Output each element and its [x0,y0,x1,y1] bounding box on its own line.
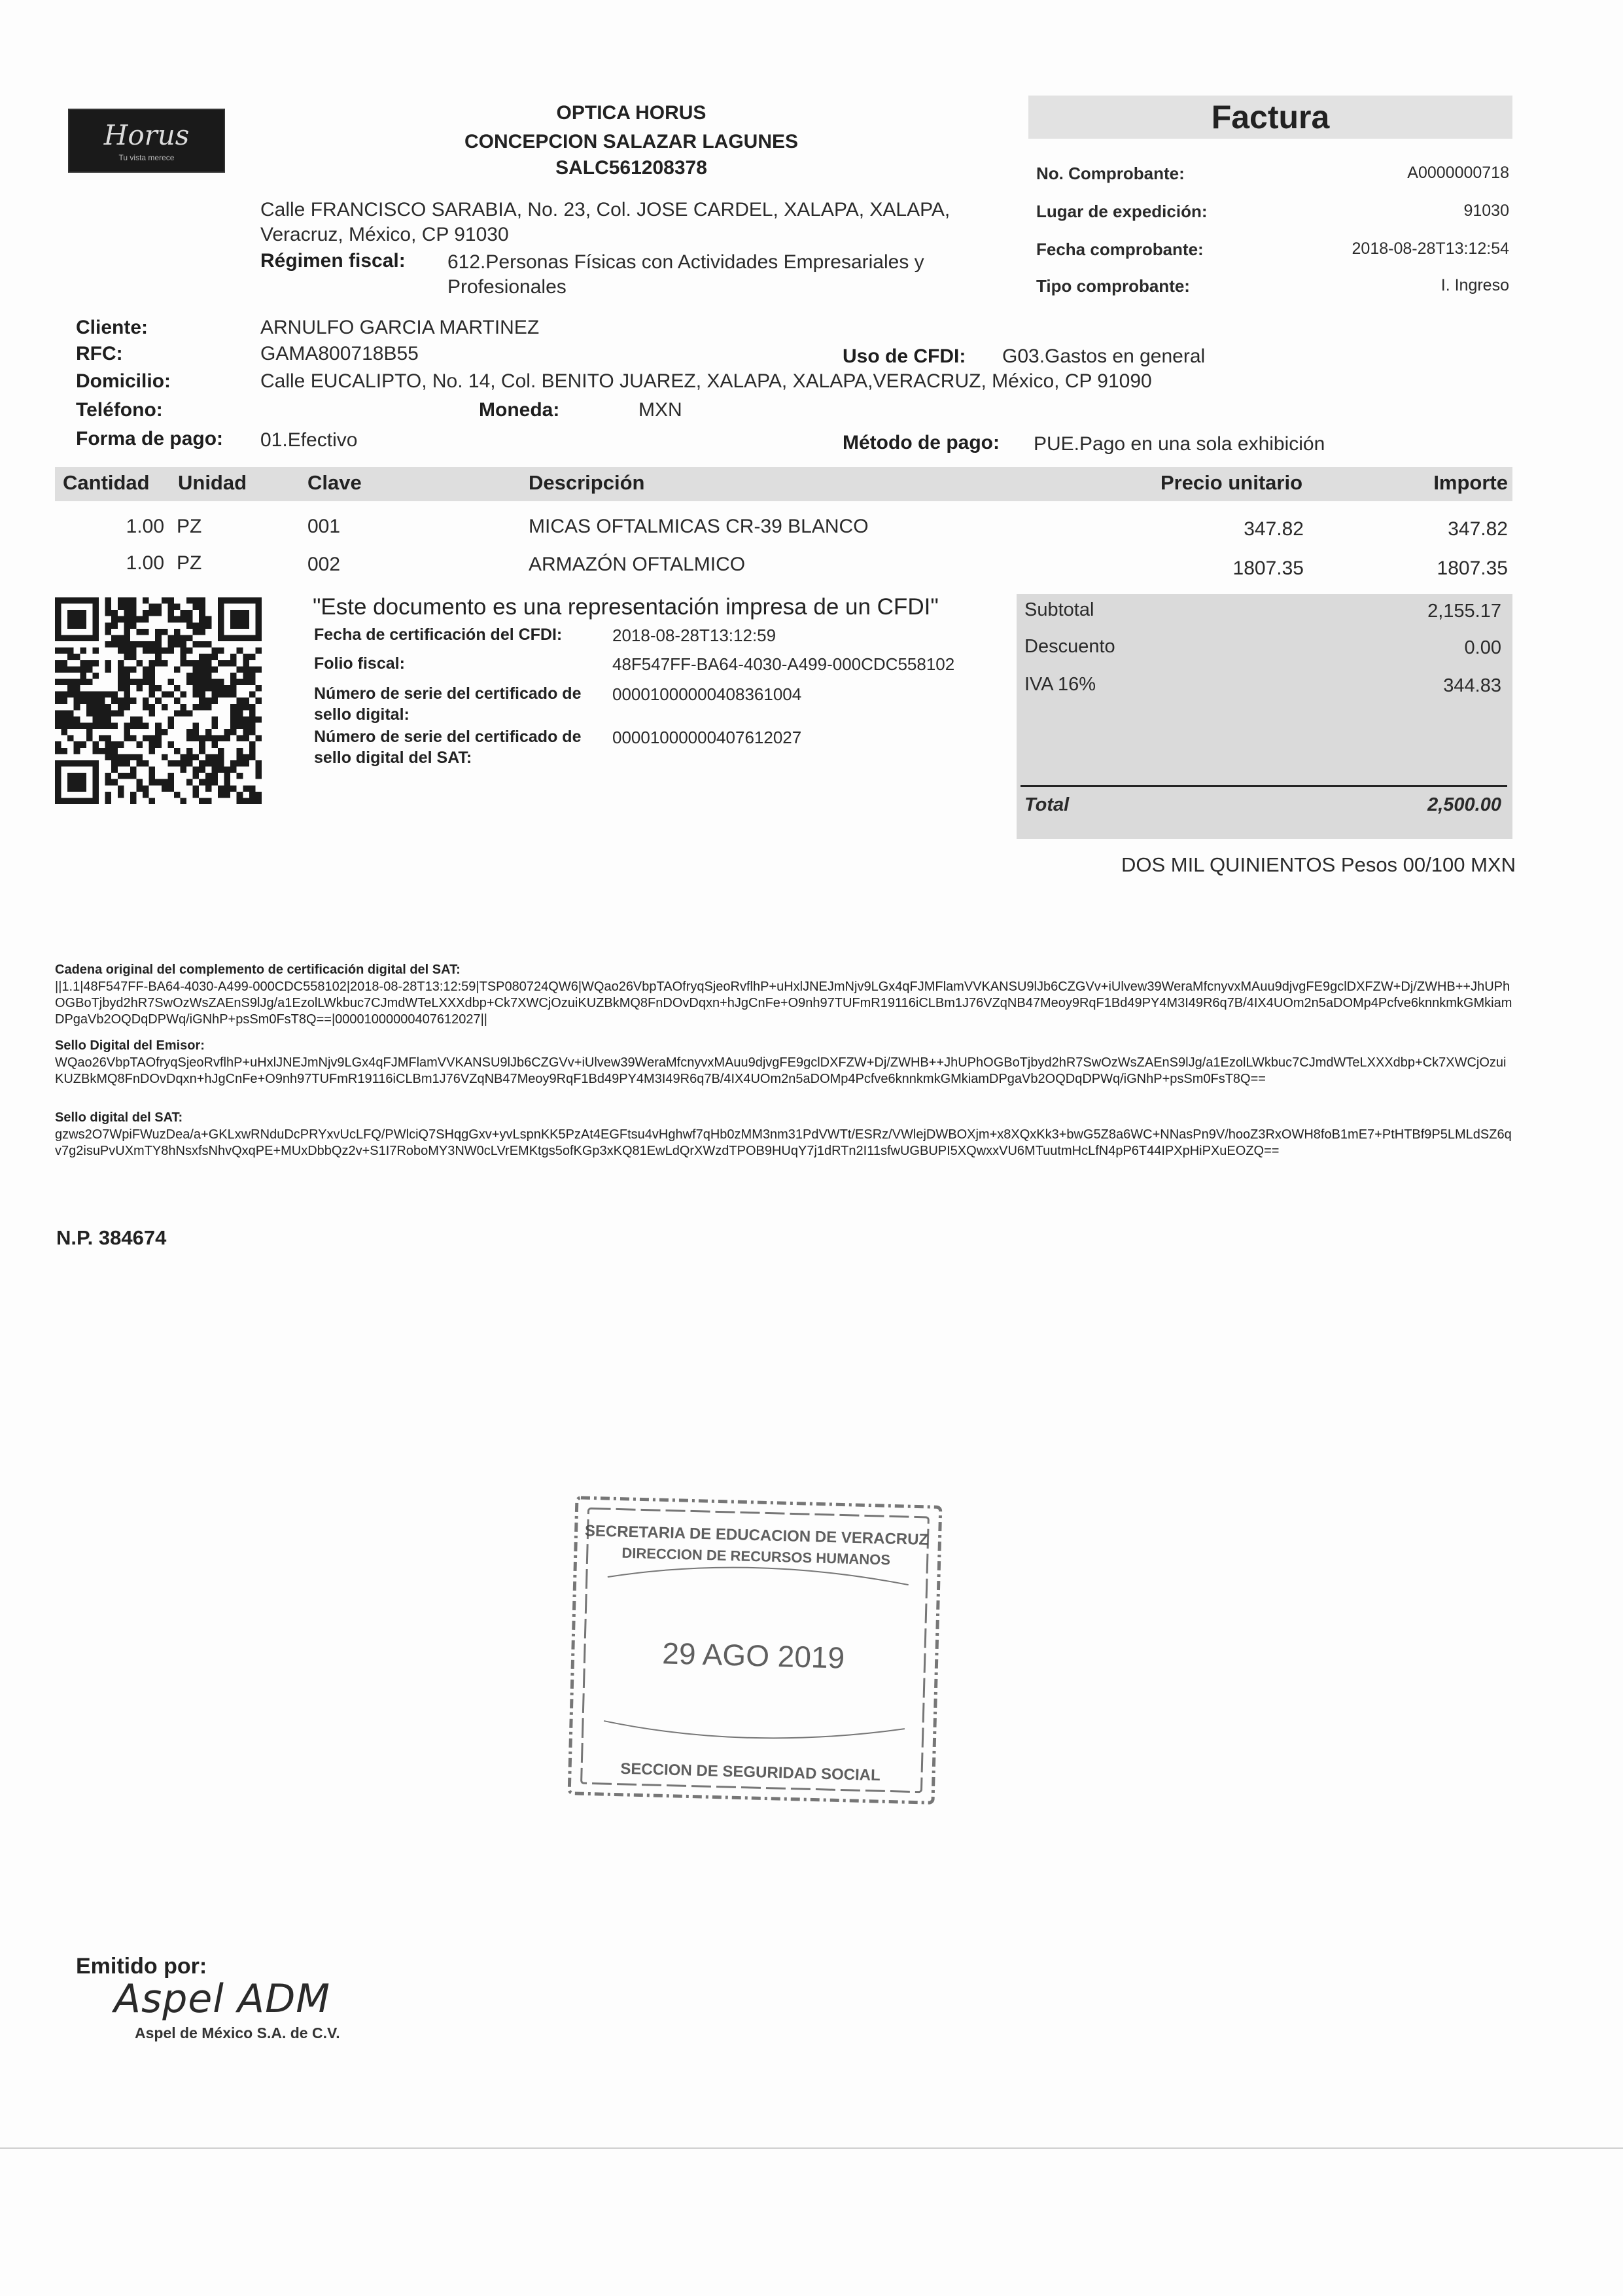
invoice-field-label: No. Comprobante: [1036,164,1185,183]
row2-descripcion: ARMAZÓN OFTALMICO [529,554,746,575]
fecha-cert-value: 2018-08-28T13:12:59 [612,626,777,645]
company-owner: CONCEPCION SALAZAR LAGUNES [464,131,798,152]
row2-unidad: PZ [177,552,202,574]
moneda-label: Moneda: [479,399,560,421]
row2-precio: 1807.35 [1232,557,1304,579]
col-unidad: Unidad [178,471,247,494]
row1-descripcion: MICAS OFTALMICAS CR-39 BLANCO [529,516,869,537]
iva-label: IVA 16% [1024,674,1096,695]
stamp-line2: DIRECCION DE RECURSOS HUMANOS [621,1544,891,1568]
row2-clave: 002 [307,554,341,575]
cliente-label: Cliente: [76,317,148,338]
cfdi-statement: "Este documento es una representación impresa de un CFDI" [313,594,939,620]
folio-fiscal-label: Folio fiscal: [314,654,405,673]
company-logo [68,109,225,173]
invoice-field-label: Tipo comprobante: [1036,276,1190,296]
rfc-value: GAMA800718B55 [260,343,419,364]
domicilio-label: Domicilio: [76,370,171,392]
col-importe: Importe [1433,471,1508,494]
company-address-line1: Calle FRANCISCO SARABIA, No. 23, Col. JOSE CARDEL, XALAPA, XALAPA, [260,199,951,221]
total-value: 2,500.00 [1427,794,1501,815]
logo-text: Horus [103,119,190,151]
uso-cfdi-value: G03.Gastos en general [1002,345,1206,367]
row2-importe: 1807.35 [1437,557,1508,579]
sello-emisor-value: WQao26VbpTAOfryqSjeoRvflhP+uHxlJNEJmNjv9LGx4qFJMFlamVVKANSU9lJb6CZGVv+iUlvew39WeraMfcnyvxMAuu9djvgFE9gclDXFZW+Dj/ZWHB++JhUPhOGBoTjbyd2hR7SwOzWsZAEnS9lJg/a1EzolLWkbuc7CJmdWTeLXXXdbp+Ck7XWCjOzuiKUZBkMQ8FnDOvDqxn+hJgCnFe+O9nh97TUFmR19116iCLBm1J76VZqNB47Meoy9RqF1Bd49PY4M3I49R6q7B/4IX4UOm2n5aDOMp4Pcfve6knnkmkGMkiamDPgaVb2OQDqDPWq/iGNhP+psSm0FsT8Q== [55,1055,1507,1086]
aspel-logo: Aspel ADM [114,1976,331,2022]
invoice-title: Factura [1211,99,1330,135]
descuento-value: 0.00 [1464,637,1501,658]
qr-code [55,597,262,805]
telefono-label: Teléfono: [76,399,163,421]
uso-cfdi-label: Uso de CFDI: [843,345,966,367]
iva-value: 344.83 [1443,675,1501,696]
invoice-field-label: Fecha comprobante: [1036,239,1204,259]
emitido-por-label: Emitido por: [76,1954,207,1979]
totals-divider [1021,785,1507,787]
logo-tagline: Tu vista merece [118,153,175,162]
rfc-label: RFC: [76,343,123,364]
col-descripcion: Descripción [529,471,645,494]
amount-in-words: DOS MIL QUINIENTOS Pesos 00/100 MXN [1121,853,1516,876]
subtotal-label: Subtotal [1024,599,1094,620]
footer-divider [0,2147,1623,2149]
row1-cantidad: 1.00 [126,516,164,537]
regimen-value-line1: 612.Personas Físicas con Actividades Empresariales y [447,251,924,273]
invoice-number: A0000000718 [1407,164,1509,182]
row1-clave: 001 [307,516,341,537]
serie-cert-label: Número de serie del certificado de sello digital: [314,684,582,724]
invoice-type: I. Ingreso [1440,276,1509,294]
row1-unidad: PZ [177,516,202,537]
invoice-date: 2018-08-28T13:12:54 [1352,239,1509,258]
regimen-value-line2: Profesionales [447,276,567,298]
company-name: OPTICA HORUS [556,102,707,124]
regimen-label: Régimen fiscal: [260,250,406,272]
subtotal-value: 2,155.17 [1427,601,1501,622]
invoice-place: 91030 [1463,202,1509,220]
row1-precio: 347.82 [1244,518,1304,540]
folio-fiscal-value: 48F547FF-BA64-4030-A499-000CDC558102 [612,654,955,674]
metodo-pago-value: PUE.Pago en una sola exhibición [1034,433,1325,455]
row2-cantidad: 1.00 [126,552,164,574]
sello-sat-label: Sello digital del SAT: [55,1110,183,1125]
col-precio-unitario: Precio unitario [1160,471,1302,494]
cadena-original-label: Cadena original del complemento de certificación digital del SAT: [55,963,461,977]
company-address-line2: Veracruz, México, CP 91030 [260,224,509,245]
metodo-pago-label: Método de pago: [843,432,1000,453]
descuento-label: Descuento [1024,636,1115,657]
cadena-original-value: ||1.1|48F547FF-BA64-4030-A499-000CDC558102|2018-08-28T13:12:59|TSP080724QW6|WQao26VbpTAOfryqSjeoRvflhP+uHxlJNEJmNjv9LGx4qFJMFlamVVKANSU9lJb6CZGVv+iUlvew39WeraMfcnyvxMAuu9djvgFE9gclDXFZW+Dj/ZWHB++JhUPhOGBoTjbyd2hR7SwOzWsZAEnS9lJg/a1EzolLWkbuc7CJmdWTeLXXXdbp+Ck7XWCjOzuiKUZBkMQ8FnDOvDqxn+hJgCnFe+O9nh97TUFmR19116iCLBm1J76VZqNB47Meoy9RqF1Bd49PY4M3I49R6q7B/4IX4UOm2n5aDOMp4Pcfve6knnkmkGMkiamDPgaVb2OQDqDPWq/iGNhP+psSm0FsT8Q==|00001000000407612027|| [55,980,1512,1027]
sello-sat-value: gzws2O7WpiFWuzDea/a+GKLxwRNduDcPRYxvUcLFQ/PWlciQ7SHqgGxv+yvLspnKK5PzAt4EGFtsu4vHghwf7qHb0zMM3nm31PdVWTt/ESRz/VWlejDWBOXjm+x8XQxKk3+bwG5Z8a6WC+NNasPn9V/hooZ3RxOWH8foB1mE7+PtHTBf9P5LMLdSZ6qv7g2isuPvUXmTY8hNsxfsNhvQxqPE+MUxDbbQz2v+S1I7RoboMY3NW0cLVrEMKtgs5ofKGp3xKQ81EwLdQrXWzdTPOB9HUqY7j1dRTn2I11sfwUGBUPI5XQwxxVU6MTuutmHcLfN4pP6T44IPXpHiPXuEOZQ== [55,1127,1512,1158]
stamp-line3: SECCION DE SEGURIDAD SOCIAL [620,1759,881,1785]
total-label: Total [1024,794,1070,815]
forma-pago-label: Forma de pago: [76,428,224,450]
stamp-line1: SECRETARIA DE EDUCACION DE VERACRUZ [584,1522,929,1549]
received-stamp [553,1489,954,1810]
forma-pago-value: 01.Efectivo [260,429,358,451]
row1-importe: 347.82 [1448,518,1508,540]
invoice-field-label: Lugar de expedición: [1036,202,1208,221]
fecha-cert-label: Fecha de certificación del CFDI: [314,626,563,644]
sello-emisor-label: Sello Digital del Emisor: [55,1038,205,1053]
aspel-company: Aspel de México S.A. de C.V. [135,2024,340,2041]
cliente-value: ARNULFO GARCIA MARTINEZ [260,317,540,338]
moneda-value: MXN [638,399,682,421]
col-clave: Clave [307,471,362,494]
company-rfc: SALC561208378 [555,157,707,179]
domicilio-value: Calle EUCALIPTO, No. 14, Col. BENITO JUAREZ, XALAPA, XALAPA,VERACRUZ, México, CP 91090 [260,370,1152,392]
stamp-date: 29 AGO 2019 [661,1636,845,1675]
col-cantidad: Cantidad [63,471,150,494]
np-number: N.P. 384674 [56,1226,167,1249]
serie-cert-value: 00001000000408361004 [612,684,802,704]
qr-modules [55,597,262,804]
serie-cert-sat-value: 00001000000407612027 [612,728,802,747]
serie-cert-sat-label: Número de serie del certificado de sello digital del SAT: [314,728,582,767]
